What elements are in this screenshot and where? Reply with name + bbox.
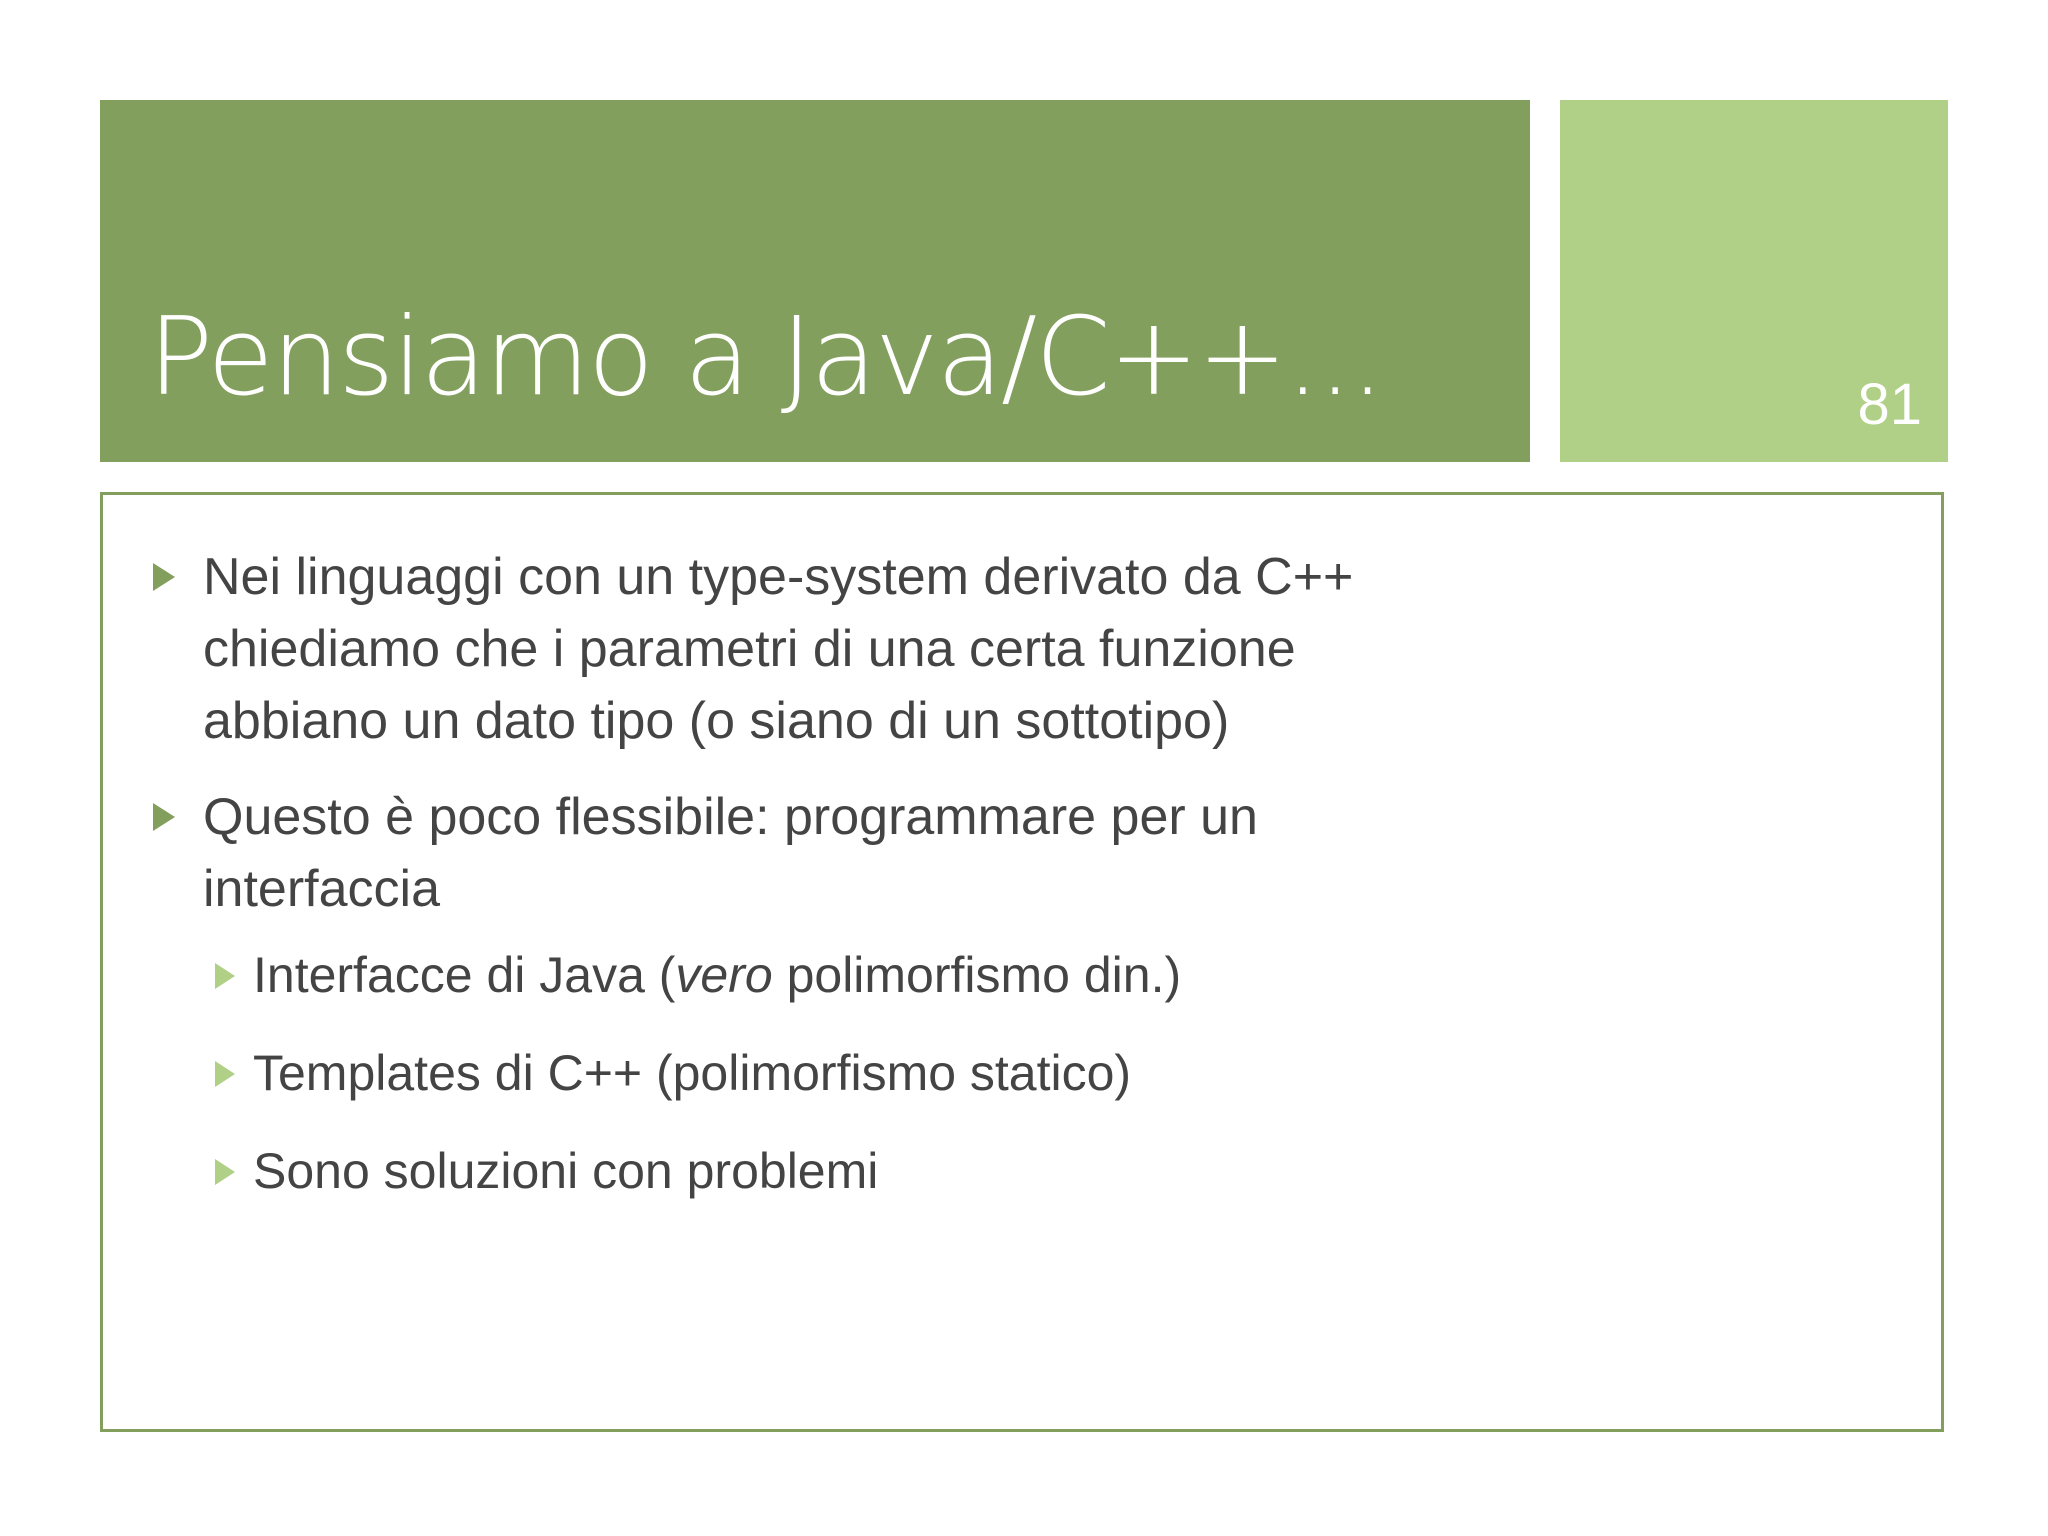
triangle-sub-bullet-icon xyxy=(215,1061,235,1087)
sub-bullet-emphasis: vero xyxy=(675,947,773,1003)
sub-bullet-prefix: Interfacce di Java ( xyxy=(253,947,676,1003)
title-bar xyxy=(100,100,1530,462)
triangle-bullet-icon xyxy=(153,563,175,591)
sub-bullet-text xyxy=(253,947,1181,1003)
bullet-item xyxy=(153,541,1573,757)
slide-number-box xyxy=(1560,100,1948,462)
content-box xyxy=(100,492,1944,1432)
bullet-text: Questo è poco flessibile: programmare per un interfaccia xyxy=(203,788,1258,918)
bullet-list xyxy=(153,541,1573,1233)
sub-bullet-text: Sono soluzioni con problemi xyxy=(253,1143,879,1199)
sub-bullet-list xyxy=(203,939,1573,1207)
sub-bullet-item xyxy=(203,1037,1573,1109)
triangle-sub-bullet-icon xyxy=(215,963,235,989)
triangle-sub-bullet-icon xyxy=(215,1159,235,1185)
triangle-bullet-icon xyxy=(153,803,175,831)
sub-bullet-text: Templates di C++ (polimorfismo statico) xyxy=(253,1045,1132,1101)
sub-bullet-suffix: polimorfismo din.) xyxy=(772,947,1182,1003)
sub-bullet-item xyxy=(203,1135,1573,1207)
bullet-text: Nei linguaggi con un type-system derivato da C++ chiediamo che i parametri di una certa funzione abbiano un dato tipo (o siano di un sottotipo) xyxy=(203,548,1354,750)
sub-bullet-item xyxy=(203,939,1573,1011)
slide-title: Pensiamo a Java/C++... xyxy=(148,295,1383,420)
slide-number: 81 xyxy=(1857,372,1922,437)
bullet-item xyxy=(153,781,1573,1207)
